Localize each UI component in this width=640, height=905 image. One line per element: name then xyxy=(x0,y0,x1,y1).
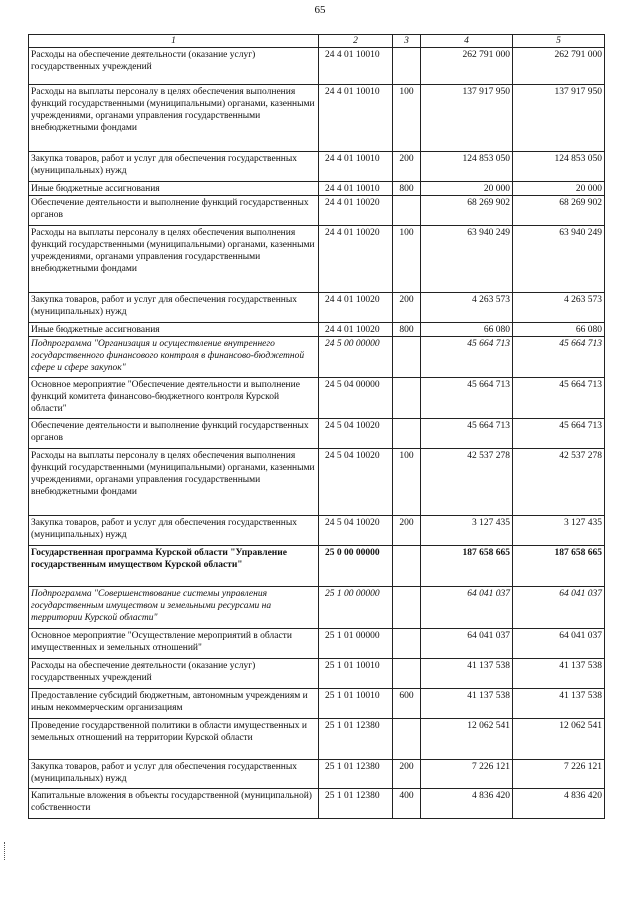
table-row xyxy=(29,337,605,378)
row-expense-type: 200 xyxy=(393,760,421,789)
row-code: 24 4 01 10010 xyxy=(319,85,393,152)
table-row xyxy=(29,182,605,196)
table-row xyxy=(29,719,605,760)
row-amount-col4: 45 664 713 xyxy=(421,419,513,449)
row-amount-col5: 63 940 249 xyxy=(513,226,605,293)
row-expense-type xyxy=(393,719,421,760)
row-code: 24 4 01 10010 xyxy=(319,182,393,196)
row-amount-col5: 262 791 000 xyxy=(513,48,605,85)
row-code: 25 1 00 00000 xyxy=(319,587,393,629)
row-amount-col5: 66 080 xyxy=(513,323,605,337)
row-amount-col4: 4 836 420 xyxy=(421,789,513,819)
row-name: Закупка товаров, работ и услуг для обеспечения государственных (муниципальных) нужд xyxy=(29,516,319,546)
table-row xyxy=(29,659,605,689)
table-row xyxy=(29,293,605,323)
row-expense-type xyxy=(393,587,421,629)
row-code: 24 5 00 00000 xyxy=(319,337,393,378)
row-expense-type: 400 xyxy=(393,789,421,819)
row-code: 24 4 01 10010 xyxy=(319,152,393,182)
table-row xyxy=(29,449,605,516)
row-code: 25 0 00 00000 xyxy=(319,546,393,587)
row-expense-type xyxy=(393,659,421,689)
table-row xyxy=(29,689,605,719)
row-name: Иные бюджетные ассигнования xyxy=(29,323,319,337)
row-expense-type xyxy=(393,629,421,659)
row-amount-col5: 124 853 050 xyxy=(513,152,605,182)
row-amount-col5: 45 664 713 xyxy=(513,378,605,419)
row-name: Подпрограмма "Организация и осуществление внутреннего государственного финансового контроля в финансово-бюджетной сфере и сфере закупок" xyxy=(29,337,319,378)
row-expense-type: 800 xyxy=(393,182,421,196)
row-expense-type xyxy=(393,419,421,449)
row-expense-type xyxy=(393,196,421,226)
row-name: Расходы на выплаты персоналу в целях обеспечения выполнения функций государственными (муниципальными) органами, казенными учреждениями, органами управления государственными внебюджетными фондами xyxy=(29,226,319,293)
scan-margin-mark xyxy=(4,842,8,860)
table-row xyxy=(29,196,605,226)
row-amount-col4: 66 080 xyxy=(421,323,513,337)
row-amount-col4: 45 664 713 xyxy=(421,378,513,419)
budget-table xyxy=(28,34,605,819)
row-amount-col5: 12 062 541 xyxy=(513,719,605,760)
row-code: 24 5 04 10020 xyxy=(319,516,393,546)
row-amount-col5: 64 041 037 xyxy=(513,587,605,629)
row-name: Иные бюджетные ассигнования xyxy=(29,182,319,196)
row-expense-type: 100 xyxy=(393,85,421,152)
row-amount-col4: 7 226 121 xyxy=(421,760,513,789)
row-amount-col5: 45 664 713 xyxy=(513,419,605,449)
row-amount-col4: 4 263 573 xyxy=(421,293,513,323)
row-amount-col4: 3 127 435 xyxy=(421,516,513,546)
row-code: 25 1 01 12380 xyxy=(319,760,393,789)
row-code: 24 5 04 00000 xyxy=(319,378,393,419)
row-amount-col4: 20 000 xyxy=(421,182,513,196)
row-expense-type: 200 xyxy=(393,293,421,323)
table-row xyxy=(29,760,605,789)
table-row xyxy=(29,48,605,85)
row-amount-col5: 42 537 278 xyxy=(513,449,605,516)
row-expense-type: 100 xyxy=(393,449,421,516)
row-name: Проведение государственной политики в области имущественных и земельных отношений на территории Курской области xyxy=(29,719,319,760)
row-amount-col5: 7 226 121 xyxy=(513,760,605,789)
row-amount-col5: 4 263 573 xyxy=(513,293,605,323)
row-amount-col4: 124 853 050 xyxy=(421,152,513,182)
row-expense-type xyxy=(393,337,421,378)
row-code: 25 1 01 10010 xyxy=(319,689,393,719)
table-row xyxy=(29,587,605,629)
row-amount-col4: 41 137 538 xyxy=(421,659,513,689)
row-amount-col4: 41 137 538 xyxy=(421,689,513,719)
row-code: 24 4 01 10020 xyxy=(319,226,393,293)
row-amount-col4: 68 269 902 xyxy=(421,196,513,226)
page-number: 65 xyxy=(314,4,326,16)
row-code: 25 1 01 00000 xyxy=(319,629,393,659)
row-name: Государственная программа Курской области "Управление государственным имуществом Курской области" xyxy=(29,546,319,587)
row-code: 24 4 01 10020 xyxy=(319,293,393,323)
row-amount-col5: 3 127 435 xyxy=(513,516,605,546)
row-name: Расходы на выплаты персоналу в целях обеспечения выполнения функций государственными (муниципальными) органами, казенными учреждениями, органами управления государственными внебюджетными фондами xyxy=(29,449,319,516)
row-expense-type: 200 xyxy=(393,516,421,546)
row-amount-col5: 187 658 665 xyxy=(513,546,605,587)
table-row xyxy=(29,323,605,337)
row-code: 24 4 01 10010 xyxy=(319,48,393,85)
row-amount-col5: 4 836 420 xyxy=(513,789,605,819)
table-header-row xyxy=(29,35,605,48)
row-amount-col4: 64 041 037 xyxy=(421,629,513,659)
table-row xyxy=(29,152,605,182)
row-amount-col5: 45 664 713 xyxy=(513,337,605,378)
row-name: Основное мероприятие "Обеспечение деятельности и выполнение функций комитета финансово-бюджетного контроля Курской области" xyxy=(29,378,319,419)
row-name: Капитальные вложения в объекты государственной (муниципальной) собственности xyxy=(29,789,319,819)
column-header: 3 xyxy=(393,35,421,48)
row-name: Закупка товаров, работ и услуг для обеспечения государственных (муниципальных) нужд xyxy=(29,293,319,323)
column-header: 1 xyxy=(29,35,319,48)
row-name: Расходы на обеспечение деятельности (оказание услуг) государственных учреждений xyxy=(29,48,319,85)
row-amount-col5: 68 269 902 xyxy=(513,196,605,226)
row-name: Закупка товаров, работ и услуг для обеспечения государственных (муниципальных) нужд xyxy=(29,760,319,789)
table-row xyxy=(29,629,605,659)
table-row xyxy=(29,546,605,587)
table-row xyxy=(29,789,605,819)
table-row xyxy=(29,419,605,449)
row-amount-col4: 137 917 950 xyxy=(421,85,513,152)
row-expense-type xyxy=(393,378,421,419)
table-row xyxy=(29,226,605,293)
row-amount-col5: 64 041 037 xyxy=(513,629,605,659)
row-name: Расходы на обеспечение деятельности (оказание услуг) государственных учреждений xyxy=(29,659,319,689)
row-code: 24 5 04 10020 xyxy=(319,449,393,516)
row-amount-col4: 42 537 278 xyxy=(421,449,513,516)
row-code: 25 1 01 12380 xyxy=(319,719,393,760)
row-expense-type: 200 xyxy=(393,152,421,182)
table-row xyxy=(29,516,605,546)
row-amount-col4: 64 041 037 xyxy=(421,587,513,629)
row-amount-col4: 63 940 249 xyxy=(421,226,513,293)
row-name: Обеспечение деятельности и выполнение функций государственных органов xyxy=(29,419,319,449)
row-amount-col4: 45 664 713 xyxy=(421,337,513,378)
row-amount-col5: 20 000 xyxy=(513,182,605,196)
row-name: Обеспечение деятельности и выполнение функций государственных органов xyxy=(29,196,319,226)
row-code: 25 1 01 10010 xyxy=(319,659,393,689)
table-row xyxy=(29,378,605,419)
column-header: 2 xyxy=(319,35,393,48)
row-amount-col5: 41 137 538 xyxy=(513,689,605,719)
row-amount-col4: 12 062 541 xyxy=(421,719,513,760)
row-name: Предоставление субсидий бюджетным, автономным учреждениям и иным некоммерческим организациям xyxy=(29,689,319,719)
row-expense-type xyxy=(393,546,421,587)
row-name: Подпрограмма "Совершенствование системы управления государственным имуществом и земельными ресурсами на территории Курской области" xyxy=(29,587,319,629)
row-expense-type: 100 xyxy=(393,226,421,293)
row-expense-type xyxy=(393,48,421,85)
row-name: Закупка товаров, работ и услуг для обеспечения государственных (муниципальных) нужд xyxy=(29,152,319,182)
row-code: 24 4 01 10020 xyxy=(319,196,393,226)
row-expense-type: 600 xyxy=(393,689,421,719)
row-code: 25 1 01 12380 xyxy=(319,789,393,819)
row-name: Основное мероприятие "Осуществление мероприятий в области имущественных и земельных отношений" xyxy=(29,629,319,659)
row-expense-type: 800 xyxy=(393,323,421,337)
row-name: Расходы на выплаты персоналу в целях обеспечения выполнения функций государственными (муниципальными) органами, казенными учреждениями, органами управления государственными внебюджетными фондами xyxy=(29,85,319,152)
row-amount-col4: 262 791 000 xyxy=(421,48,513,85)
row-code: 24 5 04 10020 xyxy=(319,419,393,449)
row-amount-col4: 187 658 665 xyxy=(421,546,513,587)
table-row xyxy=(29,85,605,152)
column-header: 4 xyxy=(421,35,513,48)
row-amount-col5: 41 137 538 xyxy=(513,659,605,689)
row-code: 24 4 01 10020 xyxy=(319,323,393,337)
row-amount-col5: 137 917 950 xyxy=(513,85,605,152)
column-header: 5 xyxy=(513,35,605,48)
